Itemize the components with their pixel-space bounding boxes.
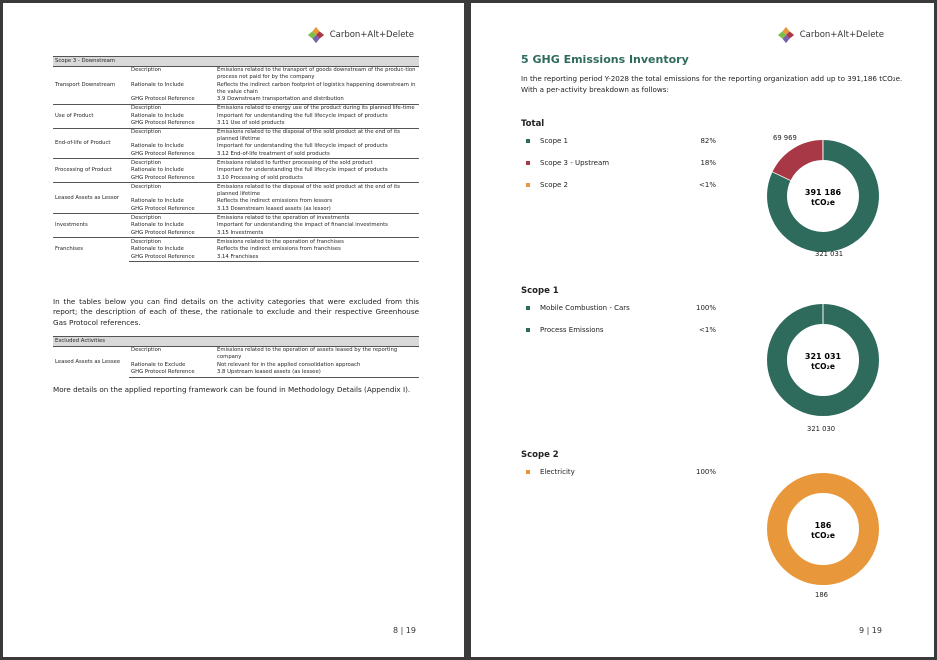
legend-percent: 82% <box>700 137 716 145</box>
row-label-cell: Rationale to Include <box>131 198 184 205</box>
intro-paragraph: In the reporting period Y-2028 the total emissions for the reporting organization add up to 391,186 tCO₂e. With a per-activity breakdown as follows: <box>521 74 903 94</box>
legend-name: Scope 3 - Upstream <box>540 159 610 167</box>
row-value-cell: Emissions related to the operation of franchises <box>215 238 419 246</box>
row-value-cell: 3.12 End-of-life treatment of sold products <box>217 151 330 158</box>
legend-swatch <box>526 161 530 165</box>
legend-name: Mobile Combustion - Cars <box>540 304 630 312</box>
row-label-cell: Rationale to Include <box>131 246 184 253</box>
row-label-cell: Description <box>129 128 215 143</box>
legend-percent: 18% <box>700 159 716 167</box>
table-row <box>53 128 419 143</box>
row-label-cell: Rationale to Include <box>131 143 184 150</box>
row-value-cell: Emissions related to the operation of investments <box>215 214 419 222</box>
category-cell: End-of-life of Product <box>53 128 129 159</box>
table-row <box>53 183 419 198</box>
row-label-cell: GHG Protocol Reference <box>131 151 195 158</box>
row-label-cell: Description <box>129 104 215 112</box>
row-label-cell: GHG Protocol Reference <box>129 369 215 377</box>
row-label-cell: Rationale to Include <box>131 112 184 119</box>
category-cell: Processing of Product <box>53 159 129 183</box>
donut-center-unit: tCO₂e <box>811 362 835 371</box>
legend-name: Scope 2 <box>540 181 569 189</box>
excluded-activities-table <box>53 336 419 378</box>
legend-name: Scope 1 <box>540 137 569 145</box>
row-value-cell: 3.9 Downstream transportation and distribution <box>217 96 344 103</box>
row-label-cell: Description <box>129 66 215 81</box>
legend-swatch <box>526 328 530 332</box>
donut-center-unit: tCO₂e <box>811 531 835 540</box>
scope2-heading: Scope 2 <box>521 450 559 460</box>
table-row <box>53 238 419 246</box>
legend-name: Electricity <box>540 468 575 476</box>
row-label-cell: Rationale to Exclude <box>131 361 186 368</box>
page-9 <box>471 3 934 657</box>
category-cell: Leased Assets as Lessee <box>53 346 129 377</box>
diamond-logo-icon <box>777 26 795 44</box>
row-label-cell: Rationale to Include <box>131 81 184 88</box>
legend-item <box>526 304 716 312</box>
row-label-cell: Description <box>129 238 215 246</box>
legend-swatch <box>526 306 530 310</box>
row-value-cell: Emissions related to further processing of the sold product <box>215 159 419 167</box>
row-label-cell: Rationale to Include <box>131 167 184 174</box>
row-value-cell: Important for understanding the full lifecycle impact of products <box>217 143 388 150</box>
row-value-cell: Reflects the indirect emissions from franchises <box>217 246 341 253</box>
legend-item <box>526 181 716 189</box>
page-number: 9 | 19 <box>858 626 882 635</box>
row-label-cell: GHG Protocol Reference <box>131 96 195 103</box>
brand-logo <box>307 26 414 44</box>
row-value-cell: Emissions related to the disposal of the sold product at the end of its planned lifetime <box>215 128 419 143</box>
excluded-intro-paragraph: In the tables below you can find details on the activity categories that were excluded from this report; the description of each of these, the rationale to exclude and their respective Greenhouse Gas Protocol references. <box>53 297 419 327</box>
legend-swatch <box>526 470 530 474</box>
scope1-heading: Scope 1 <box>521 286 559 296</box>
scope1-value-label: 321 031 <box>815 250 844 258</box>
category-cell: Leased Assets as Lessor <box>53 183 129 214</box>
row-label-cell: Rationale to Include <box>131 222 184 229</box>
row-value-cell: Important for understanding the full lifecycle impact of products <box>217 112 388 119</box>
scope3-upstream-value-label: 69 969 <box>773 134 797 142</box>
row-label-cell: GHG Protocol Reference <box>129 254 215 262</box>
legend-percent: <1% <box>699 181 716 189</box>
scope3-downstream-table <box>53 56 419 262</box>
legend-item <box>526 137 716 145</box>
row-label-cell: GHG Protocol Reference <box>131 175 195 182</box>
total-heading: Total <box>521 119 545 129</box>
legend-percent: <1% <box>699 326 716 334</box>
donut-center-value: 321 031 <box>804 352 842 361</box>
mobile-combustion-value-label: 321 030 <box>807 425 836 433</box>
donut-slice <box>781 150 822 176</box>
legend-swatch <box>526 139 530 143</box>
row-value-cell: 3.14 Franchises <box>215 254 419 262</box>
legend-item <box>526 159 716 167</box>
legend-item <box>526 468 716 476</box>
row-value-cell: 3.10 Processing of sold products <box>217 175 303 182</box>
table-header: Scope 3 - Downstream <box>53 57 419 67</box>
row-value-cell: 3.15 Investments <box>217 229 264 236</box>
page-8 <box>3 3 464 657</box>
row-label-cell: GHG Protocol Reference <box>131 205 195 212</box>
category-cell: Transport Downstream <box>53 66 129 104</box>
table-row <box>53 214 419 222</box>
donut-center-value: 391 186 <box>804 188 842 197</box>
methodology-paragraph: More details on the applied reporting framework can be found in Methodology Details (Appendix I). <box>53 385 411 394</box>
diamond-logo-icon <box>307 26 325 44</box>
row-value-cell: Important for understanding the full lifecycle impact of products <box>217 167 388 174</box>
scope1-donut-chart <box>763 300 883 420</box>
legend-item <box>526 326 716 334</box>
table-header: Excluded Activities <box>53 337 419 347</box>
donut-center-value: 186 <box>814 521 832 530</box>
total-donut-chart <box>763 136 883 256</box>
section-title: 5 GHG Emissions Inventory <box>521 53 689 66</box>
category-cell: Use of Product <box>53 104 129 128</box>
row-label-cell: Description <box>129 214 215 222</box>
row-value-cell: Reflects the indirect carbon footprint of logistics happening downstream in the value chain <box>217 81 416 95</box>
row-value-cell: Emissions related to the operation of assets leased by the reporting company <box>215 346 419 361</box>
row-label-cell: GHG Protocol Reference <box>131 229 195 236</box>
legend-percent: 100% <box>695 304 716 312</box>
row-label-cell: GHG Protocol Reference <box>131 120 195 127</box>
row-value-cell: Emissions related to energy use of the product during its planned life-time <box>215 104 419 112</box>
row-value-cell: 3.13 Downstream leased assets (as lessor) <box>217 205 331 212</box>
row-label-cell: Description <box>129 159 215 167</box>
row-value-cell: 3.11 Use of sold products <box>217 120 285 127</box>
table-row <box>53 104 419 112</box>
row-label-cell: Description <box>129 346 215 361</box>
row-label-cell: Description <box>129 183 215 198</box>
row-value-cell: Important for understanding the impact of financial investments <box>217 222 388 229</box>
category-cell: Investments <box>53 214 129 238</box>
category-cell: Franchises <box>53 238 129 262</box>
table-row <box>53 346 419 361</box>
table-row <box>53 66 419 81</box>
row-value-cell: 3.8 Upstream leased assets (as lessee) <box>215 369 419 377</box>
page-number: 8 | 19 <box>392 626 416 635</box>
brand-logo <box>777 26 884 44</box>
table-header-row <box>53 337 419 347</box>
brand-name: Carbon+Alt+Delete <box>329 30 414 40</box>
legend-swatch <box>526 183 530 187</box>
row-value-cell: Emissions related to the transport of goods downstream of the produc-tion process not paid for by the company <box>215 66 419 81</box>
electricity-value-label: 186 <box>815 591 828 599</box>
row-value-cell: Not relevant for in the applied consolidation approach <box>217 361 361 368</box>
legend-name: Process Emissions <box>540 326 604 334</box>
table-row <box>53 159 419 167</box>
scope2-donut-chart <box>763 469 883 589</box>
legend-percent: 100% <box>695 468 716 476</box>
table-header-row <box>53 57 419 67</box>
brand-name: Carbon+Alt+Delete <box>799 30 884 40</box>
donut-center-unit: tCO₂e <box>811 198 835 207</box>
row-value-cell: Emissions related to the disposal of the sold product at the end of its planned lifetime <box>215 183 419 198</box>
row-value-cell: Reflects the indirect emissions from lessors <box>217 198 333 205</box>
